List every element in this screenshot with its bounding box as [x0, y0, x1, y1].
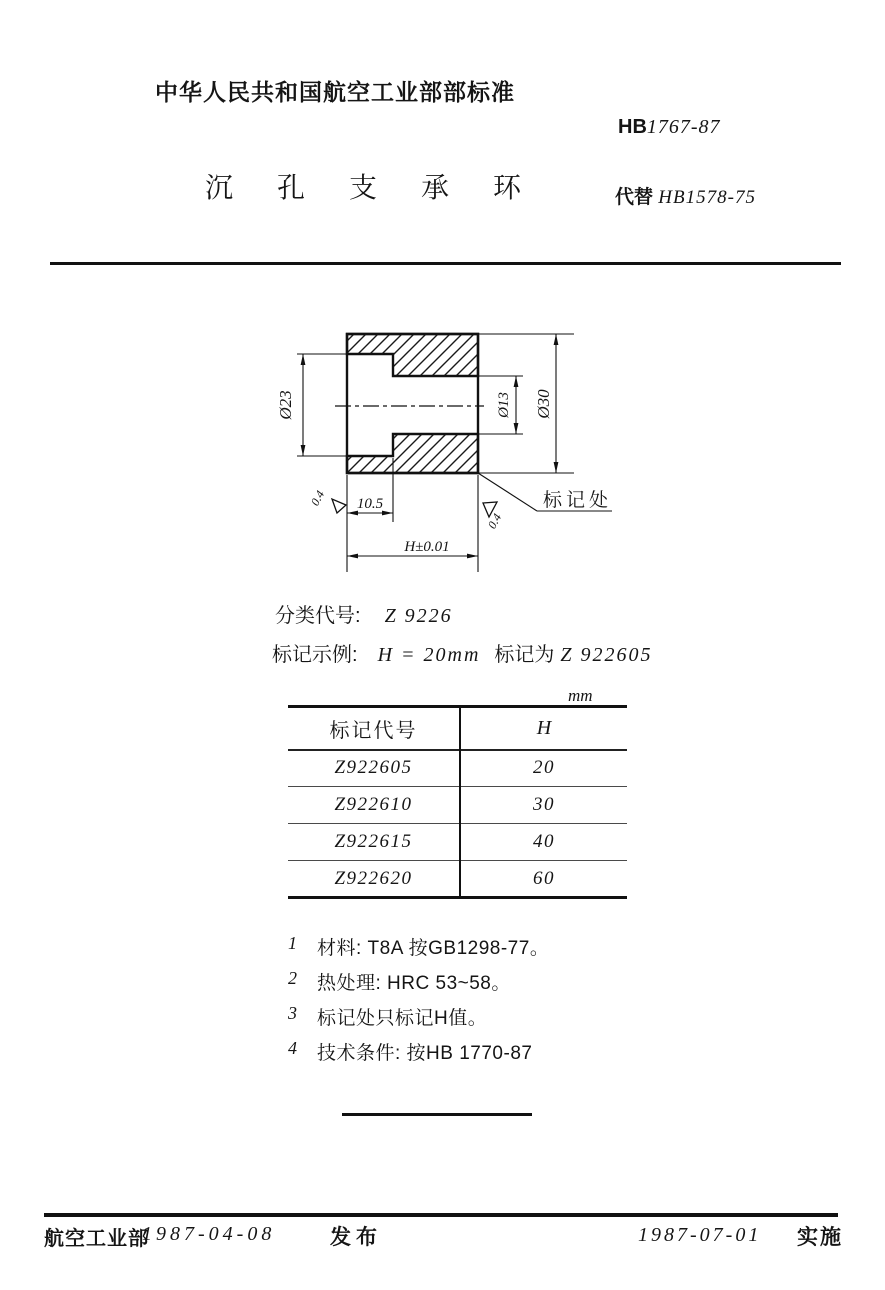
dim-counterbore-dia: Ø23: [276, 390, 295, 420]
cell-code: Z922610: [288, 787, 460, 824]
header-divider: [50, 262, 841, 265]
marking-example-line: [272, 638, 653, 667]
section-top-material: [347, 334, 478, 376]
note-number: 4: [288, 1038, 297, 1058]
marking-example-mid: 标记为: [494, 644, 555, 666]
cell-code: Z922605: [288, 750, 460, 787]
cell-code: Z922620: [288, 861, 460, 898]
classification-line: [275, 599, 453, 628]
note-item: [288, 968, 708, 1003]
table-row: [288, 824, 627, 861]
roughness-value-left: 0.4: [307, 488, 328, 509]
footer-issue-label: 发布: [330, 1226, 382, 1249]
table-unit-label: mm: [568, 686, 593, 705]
note-item: [288, 1038, 708, 1073]
note-text: 热处理: HRC 53~58。: [317, 973, 511, 994]
roughness-symbol-left: [332, 499, 346, 513]
note-text: 技术条件: 按HB 1770-87: [317, 1043, 533, 1064]
dim-outer-dia: Ø30: [534, 389, 553, 419]
col-header-code: 标记代号: [288, 707, 460, 750]
cell-h: 30: [533, 794, 555, 815]
standard-number-digits: 1767-87: [646, 116, 721, 138]
spec-table: [288, 705, 627, 899]
note-item: [288, 1003, 708, 1038]
table-header-row: [288, 707, 627, 750]
replaces-number: HB1578-75: [658, 187, 756, 208]
classification-label: 分类代号:: [275, 605, 361, 627]
section-bottom-material: [347, 434, 478, 473]
table-row: [288, 861, 627, 898]
footer-impl-date: 1987-07-01: [638, 1224, 762, 1246]
dim-height: H±0.01: [404, 539, 450, 555]
replaces-note: [615, 182, 756, 209]
note-number: 1: [288, 933, 297, 953]
marking-example-condition: H = 20mm: [377, 644, 481, 666]
mark-location-label: 标记处: [543, 490, 613, 511]
note-text: 材料: T8A 按GB1298-77。: [317, 938, 550, 959]
cell-h: 20: [533, 757, 555, 779]
note-text: 标记处只标记H值。: [317, 1008, 488, 1029]
end-divider: [342, 1113, 532, 1116]
footer-impl-label: 实施: [797, 1226, 843, 1249]
marking-example-code: Z 922605: [560, 644, 653, 666]
table-row: [288, 787, 627, 824]
footer-divider: [44, 1213, 838, 1217]
notes-list: [288, 933, 708, 1073]
footer-issuer: 航空工业部: [44, 1228, 149, 1250]
standard-number-prefix: HB: [618, 116, 647, 138]
roughness-value-right: 0.4: [484, 511, 505, 532]
col-header-h: H: [536, 716, 552, 739]
note-item: [288, 933, 708, 968]
dim-depth: 10.5: [356, 496, 384, 512]
cell-code: Z922615: [288, 824, 460, 861]
dim-hole-dia: Ø13: [496, 392, 512, 418]
page-title: 沉孔支承环: [205, 172, 566, 203]
classification-code: Z 9226: [384, 605, 453, 627]
standard-org-title: 中华人民共和国航空工业部部标准: [155, 79, 515, 105]
note-number: 3: [288, 1003, 297, 1023]
cell-h: 40: [533, 831, 555, 852]
replaces-label: 代替: [615, 187, 654, 208]
standard-number: [618, 116, 721, 139]
note-number: 2: [288, 968, 297, 988]
marking-example-label: 标记示例:: [272, 644, 358, 666]
cell-h: 60: [533, 867, 555, 889]
technical-drawing: [260, 320, 620, 590]
table-row: [288, 750, 627, 787]
footer-issue-date: 1987-04-08: [142, 1223, 276, 1245]
